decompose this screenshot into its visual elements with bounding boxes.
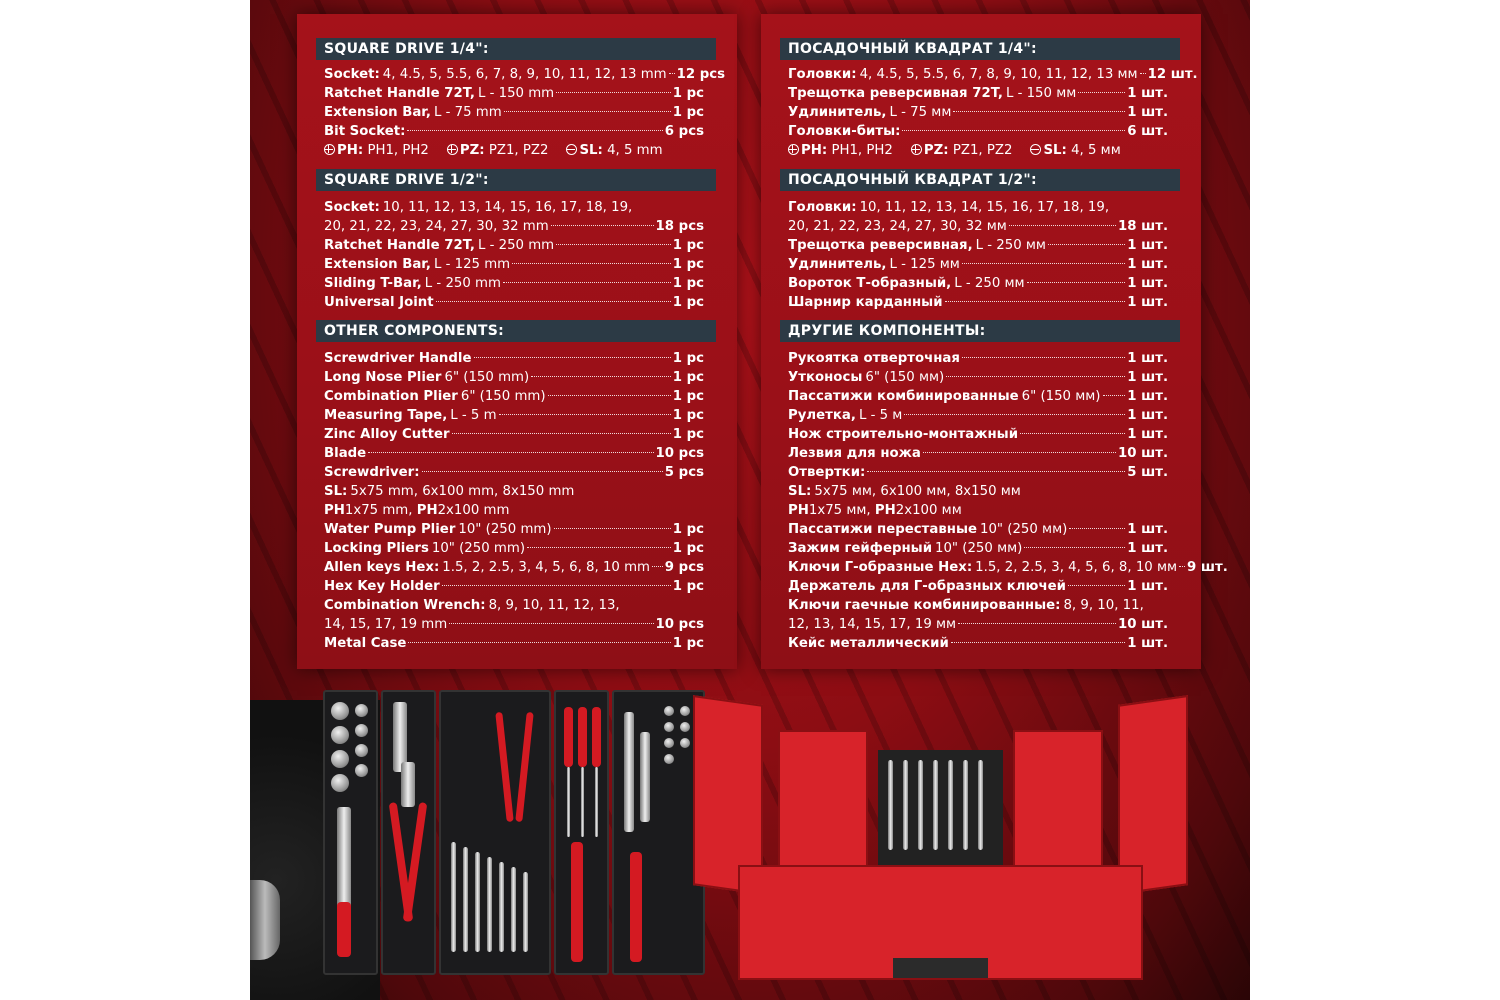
small-socket-tray xyxy=(612,690,705,975)
list-item: Головки: 10, 11, 12, 13, 14, 15, 16, 17, 18, 19, xyxy=(788,200,1110,215)
quarter-drive-list-ru xyxy=(788,65,1198,160)
list-item: Hex Key Holder 1 pc xyxy=(324,579,704,594)
bit-types-line: PH: PH1, PH2 PZ: PZ1, PZ2 SL: 4, 5 mm xyxy=(324,141,704,160)
other-components-list-ru xyxy=(788,349,1228,653)
tool-trays-image xyxy=(323,690,705,975)
section-heading-other: OTHER COMPONENTS: xyxy=(316,320,716,342)
list-item: Пассатижи переставные 10" (250 мм) 1 шт. xyxy=(788,522,1168,537)
pozidriv-icon xyxy=(911,144,922,155)
list-item: Лезвия для ножа 10 шт. xyxy=(788,446,1168,461)
list-item: Zinc Alloy Cutter 1 pc xyxy=(324,427,704,442)
slotted-icon xyxy=(566,144,577,155)
wrench-tray xyxy=(439,690,551,975)
half-drive-list-ru xyxy=(788,198,1168,312)
half-drive-list xyxy=(324,198,704,312)
list-item: Socket: 4, 4.5, 5, 5.5, 6, 7, 8, 9, 10, 11, 12, 13 mm 12 pcs xyxy=(324,67,726,82)
list-item: Ratchet Handle 72T, L - 250 mm 1 pc xyxy=(324,238,704,253)
list-item: Socket: 10, 11, 12, 13, 14, 15, 16, 17, 18, 19, xyxy=(324,200,633,215)
list-item: Держатель для Г-образных ключей 1 шт. xyxy=(788,579,1168,594)
other-components-list xyxy=(324,349,704,653)
spec-panel-russian xyxy=(761,14,1228,669)
list-item: Головки: 4, 4.5, 5, 5.5, 6, 7, 8, 9, 10, 11, 12, 13 мм 12 шт. xyxy=(788,67,1198,82)
list-item: Allen keys Hex: 1.5, 2, 2.5, 3, 4, 5, 6, 8, 10 mm 9 pcs xyxy=(324,560,704,575)
list-item: Ratchet Handle 72T, L - 150 mm 1 pc xyxy=(324,86,704,101)
list-item: Ключи гаечные комбинированные: 8, 9, 10, 11, xyxy=(788,598,1144,613)
list-item: Screwdriver: 5 pcs xyxy=(324,465,704,480)
list-item: Головки-биты: 6 шт. xyxy=(788,124,1168,139)
list-item: Вороток Т-образный, L - 250 мм 1 шт. xyxy=(788,276,1168,291)
toolbox-tray-right xyxy=(1013,730,1103,880)
list-item: Universal Joint 1 pc xyxy=(324,295,704,310)
list-item: SL: 5x75 мм, 6x100 мм, 8x150 мм xyxy=(788,484,1021,499)
phillips-icon xyxy=(788,144,799,155)
list-item: Ключи Г-образные Hex: 1.5, 2, 2.5, 3, 4, 5, 6, 8, 10 мм 9 шт. xyxy=(788,560,1228,575)
socket-tray xyxy=(323,690,378,975)
list-item: 12, 13, 14, 15, 17, 19 мм 10 шт. xyxy=(788,617,1168,632)
list-item: Extension Bar, L - 125 mm 1 pc xyxy=(324,257,704,272)
list-item: Combination Wrench: 8, 9, 10, 11, 12, 13, xyxy=(324,598,620,613)
list-item: Нож строительно-монтажный 1 шт. xyxy=(788,427,1168,442)
product-poster xyxy=(250,0,1250,1000)
list-item: Шарнир карданный 1 шт. xyxy=(788,295,1168,310)
list-item: Metal Case 1 pc xyxy=(324,636,704,651)
list-item: Удлинитель, L - 125 мм 1 шт. xyxy=(788,257,1168,272)
toolbox-tray-left xyxy=(778,730,868,880)
section-heading-half-drive-ru: ПОСАДОЧНЫЙ КВАДРАТ 1/2": xyxy=(780,169,1180,191)
background-metal-object xyxy=(250,880,280,960)
list-item: SL: 5x75 mm, 6x100 mm, 8x150 mm xyxy=(324,484,575,499)
list-item: Long Nose Plier 6" (150 mm) 1 pc xyxy=(324,370,704,385)
section-heading-other-ru: ДРУГИЕ КОМПОНЕНТЫ: xyxy=(780,320,1180,342)
list-item: Отвертки: 5 шт. xyxy=(788,465,1168,480)
toolbox-interior xyxy=(878,750,1003,870)
list-item: Sliding T-Bar, L - 250 mm 1 pc xyxy=(324,276,704,291)
section-heading-quarter-drive-ru: ПОСАДОЧНЫЙ КВАДРАТ 1/4": xyxy=(780,38,1180,60)
list-item: Кейс металлический 1 шт. xyxy=(788,636,1168,651)
bit-types-line-ru: PH: PH1, PH2 PZ: PZ1, PZ2 SL: 4, 5 мм xyxy=(788,141,1168,160)
slotted-icon xyxy=(1030,144,1041,155)
list-item: Трещотка реверсивная, L - 250 мм 1 шт. xyxy=(788,238,1168,253)
screwdriver-tray xyxy=(554,690,609,975)
quarter-drive-list xyxy=(324,65,726,160)
list-item: Locking Pliers 10" (250 mm) 1 pc xyxy=(324,541,704,556)
list-item: PH 1x75 mm, PH 2x100 mm xyxy=(324,503,510,518)
list-item: 20, 21, 22, 23, 24, 27, 30, 32 мм 18 шт. xyxy=(788,219,1168,234)
list-item: Пассатижи комбинированные 6" (150 мм) 1 шт. xyxy=(788,389,1168,404)
list-item: Measuring Tape, L - 5 m 1 pc xyxy=(324,408,704,423)
list-item: Water Pump Plier 10" (250 mm) 1 pc xyxy=(324,522,704,537)
list-item: Blade 10 pcs xyxy=(324,446,704,461)
list-item: 20, 21, 22, 23, 24, 27, 30, 32 mm 18 pcs xyxy=(324,219,704,234)
spec-panel-english xyxy=(297,14,737,669)
list-item: Трещотка реверсивная 72T, L - 150 мм 1 шт. xyxy=(788,86,1168,101)
list-item: 14, 15, 17, 19 mm 10 pcs xyxy=(324,617,704,632)
list-item: Зажим гейферный 10" (250 мм) 1 шт. xyxy=(788,541,1168,556)
list-item: Рукоятка отверточная 1 шт. xyxy=(788,351,1168,366)
section-heading-quarter-drive: SQUARE DRIVE 1/4": xyxy=(316,38,716,60)
section-heading-half-drive: SQUARE DRIVE 1/2": xyxy=(316,169,716,191)
list-item: Рулетка, L - 5 м 1 шт. xyxy=(788,408,1168,423)
list-item: Combination Plier 6" (150 mm) 1 pc xyxy=(324,389,704,404)
list-item: Удлинитель, L - 75 мм 1 шт. xyxy=(788,105,1168,120)
list-item: Extension Bar, L - 75 mm 1 pc xyxy=(324,105,704,120)
list-item: PH 1x75 мм, PH 2x100 мм xyxy=(788,503,962,518)
plier-tray xyxy=(381,690,436,975)
toolbox-label-plate xyxy=(893,958,988,978)
pozidriv-icon xyxy=(447,144,458,155)
toolbox-image xyxy=(693,690,1188,990)
list-item: Bit Socket: 6 pcs xyxy=(324,124,704,139)
list-item: Screwdriver Handle 1 pc xyxy=(324,351,704,366)
list-item: Утконосы 6" (150 мм) 1 шт. xyxy=(788,370,1168,385)
phillips-icon xyxy=(324,144,335,155)
